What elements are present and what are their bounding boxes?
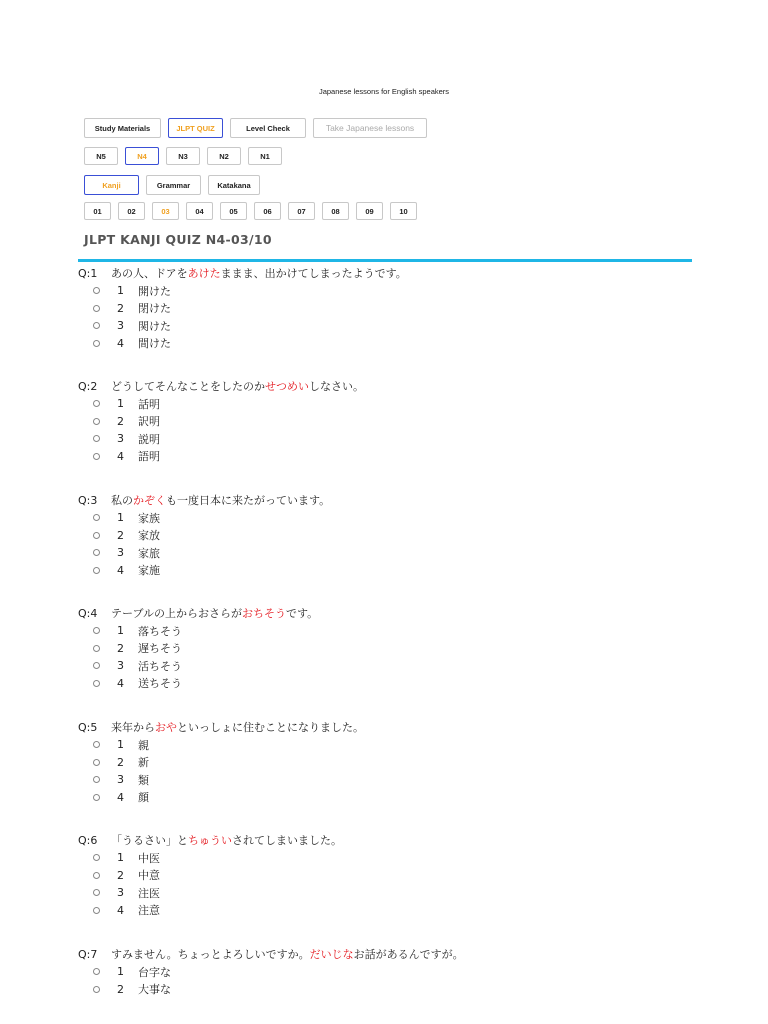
level-n5-button[interactable]: N5 bbox=[84, 147, 118, 165]
option-3[interactable] bbox=[78, 884, 342, 902]
question-number: Q:3 bbox=[78, 494, 98, 507]
option-4[interactable] bbox=[78, 335, 407, 353]
radio-button[interactable] bbox=[93, 322, 100, 329]
question-text-before: すみません。ちょっとよろしいですか。 bbox=[111, 948, 310, 961]
level-n2-button[interactable]: N2 bbox=[207, 147, 241, 165]
page-05-button[interactable]: 05 bbox=[220, 202, 247, 220]
option-text: 家放 bbox=[138, 529, 160, 543]
title-divider bbox=[78, 259, 692, 262]
page-04-button[interactable]: 04 bbox=[186, 202, 213, 220]
option-1[interactable] bbox=[78, 282, 407, 300]
question-number: Q:6 bbox=[78, 834, 98, 847]
question-text-before: どうしてそんなことをしたのか bbox=[111, 380, 265, 393]
question-text bbox=[78, 378, 364, 395]
option-1[interactable] bbox=[78, 736, 364, 754]
option-number: 3 bbox=[117, 886, 124, 900]
question-2 bbox=[78, 378, 364, 465]
level-n4-button[interactable]: N4 bbox=[125, 147, 159, 165]
radio-button[interactable] bbox=[93, 627, 100, 634]
level-n1-button[interactable]: N1 bbox=[248, 147, 282, 165]
quiz-title: JLPT KANJI QUIZ N4-03/10 bbox=[84, 232, 272, 247]
question-text-before: 来年から bbox=[111, 721, 155, 734]
question-7 bbox=[78, 946, 464, 998]
option-text: 開けた bbox=[138, 284, 171, 298]
option-2[interactable] bbox=[78, 527, 330, 545]
option-number: 2 bbox=[117, 414, 124, 428]
option-number: 4 bbox=[117, 449, 124, 463]
option-number: 4 bbox=[117, 336, 124, 350]
radio-button[interactable] bbox=[93, 418, 100, 425]
option-3[interactable] bbox=[78, 430, 364, 448]
option-number: 1 bbox=[117, 738, 124, 752]
option-number: 3 bbox=[117, 659, 124, 673]
option-number: 4 bbox=[117, 790, 124, 804]
level-nav bbox=[84, 147, 289, 165]
question-highlight: かぞく bbox=[133, 494, 166, 507]
option-text: 話明 bbox=[138, 397, 160, 411]
radio-button[interactable] bbox=[93, 514, 100, 521]
option-number: 4 bbox=[117, 903, 124, 917]
question-text-after: も一度日本に来たがっています。 bbox=[166, 494, 331, 507]
page-06-button[interactable]: 06 bbox=[254, 202, 281, 220]
question-3 bbox=[78, 492, 330, 579]
nav-study-materials-button[interactable]: Study Materials bbox=[84, 118, 161, 138]
option-number: 3 bbox=[117, 319, 124, 333]
option-number: 3 bbox=[117, 432, 124, 446]
question-text bbox=[78, 605, 318, 622]
page-08-button[interactable]: 08 bbox=[322, 202, 349, 220]
radio-button[interactable] bbox=[93, 287, 100, 294]
question-number: Q:1 bbox=[78, 267, 98, 280]
option-text: 訳明 bbox=[138, 415, 160, 429]
option-2[interactable] bbox=[78, 981, 464, 999]
question-text-before: テーブルの上からおさらが bbox=[111, 607, 243, 620]
option-2[interactable] bbox=[78, 300, 407, 318]
page-01-button[interactable]: 01 bbox=[84, 202, 111, 220]
option-number: 2 bbox=[117, 755, 124, 769]
question-number: Q:7 bbox=[78, 948, 98, 961]
option-1[interactable] bbox=[78, 622, 318, 640]
option-2[interactable] bbox=[78, 640, 318, 658]
page-10-button[interactable]: 10 bbox=[390, 202, 417, 220]
question-highlight: おちそう bbox=[242, 607, 287, 620]
nav-jlpt-quiz-button[interactable]: JLPT QUIZ bbox=[168, 118, 223, 138]
radio-button[interactable] bbox=[93, 759, 100, 766]
category-katakana-button[interactable]: Katakana bbox=[208, 175, 260, 195]
option-text: 活ちそう bbox=[138, 659, 182, 673]
option-text: 注医 bbox=[138, 886, 160, 900]
option-text: 語明 bbox=[138, 450, 160, 464]
radio-button[interactable] bbox=[93, 305, 100, 312]
option-3[interactable] bbox=[78, 317, 407, 335]
question-text-after: お話があるんですが。 bbox=[353, 948, 464, 961]
nav-take-lessons-button[interactable]: Take Japanese lessons bbox=[313, 118, 427, 138]
option-number: 1 bbox=[117, 284, 124, 298]
radio-button[interactable] bbox=[93, 889, 100, 896]
radio-button[interactable] bbox=[93, 453, 100, 460]
radio-button[interactable] bbox=[93, 854, 100, 861]
option-number: 2 bbox=[117, 641, 124, 655]
option-text: 家族 bbox=[138, 511, 160, 525]
radio-button[interactable] bbox=[93, 907, 100, 914]
option-text: 閉けた bbox=[138, 302, 171, 316]
question-text-after: です。 bbox=[286, 607, 319, 620]
radio-button[interactable] bbox=[93, 794, 100, 801]
question-text bbox=[78, 832, 342, 849]
option-number: 2 bbox=[117, 301, 124, 315]
option-1[interactable] bbox=[78, 395, 364, 413]
radio-button[interactable] bbox=[93, 567, 100, 574]
question-text-after: されてしまいました。 bbox=[232, 834, 342, 847]
question-number: Q:4 bbox=[78, 607, 98, 620]
question-text bbox=[78, 946, 464, 963]
question-1 bbox=[78, 265, 407, 352]
option-number: 4 bbox=[117, 676, 124, 690]
option-number: 1 bbox=[117, 851, 124, 865]
option-text: 中意 bbox=[138, 869, 160, 883]
page-02-button[interactable]: 02 bbox=[118, 202, 145, 220]
option-1[interactable] bbox=[78, 849, 342, 867]
option-number: 1 bbox=[117, 624, 124, 638]
option-text: 親 bbox=[138, 738, 149, 752]
page-07-button[interactable]: 07 bbox=[288, 202, 315, 220]
radio-button[interactable] bbox=[93, 872, 100, 879]
question-text-before: あの人、ドアを bbox=[111, 267, 188, 280]
option-number: 2 bbox=[117, 982, 124, 996]
radio-button[interactable] bbox=[93, 645, 100, 652]
radio-button[interactable] bbox=[93, 968, 100, 975]
category-kanji-button[interactable]: Kanji bbox=[84, 175, 139, 195]
radio-button[interactable] bbox=[93, 549, 100, 556]
question-highlight: あけた bbox=[187, 267, 221, 280]
option-text: 間けた bbox=[138, 337, 171, 351]
question-5 bbox=[78, 719, 364, 806]
option-number: 3 bbox=[117, 773, 124, 787]
option-text: 中医 bbox=[138, 851, 160, 865]
category-nav bbox=[84, 175, 267, 195]
option-1[interactable] bbox=[78, 963, 464, 981]
question-text-after: といっしょに住むことになりました。 bbox=[177, 721, 364, 734]
option-text: 家施 bbox=[138, 564, 160, 578]
question-number: Q:2 bbox=[78, 380, 98, 393]
radio-button[interactable] bbox=[93, 680, 100, 687]
option-2[interactable] bbox=[78, 867, 342, 885]
question-text bbox=[78, 492, 330, 509]
option-4[interactable] bbox=[78, 902, 342, 920]
question-highlight: せつめい bbox=[265, 380, 309, 393]
option-4[interactable] bbox=[78, 789, 364, 807]
question-highlight: だいじな bbox=[309, 948, 354, 961]
option-text: 説明 bbox=[138, 432, 160, 446]
question-text bbox=[78, 265, 407, 282]
question-text-after: ままま、出かけてしまったようです。 bbox=[220, 267, 407, 280]
question-4 bbox=[78, 605, 318, 692]
page-nav bbox=[84, 202, 424, 220]
option-text: 類 bbox=[138, 773, 149, 787]
option-number: 1 bbox=[117, 965, 124, 979]
question-6 bbox=[78, 832, 342, 919]
radio-button[interactable] bbox=[93, 400, 100, 407]
radio-button[interactable] bbox=[93, 340, 100, 347]
option-text: 注意 bbox=[138, 904, 160, 918]
option-3[interactable] bbox=[78, 544, 330, 562]
option-text: 遅ちそう bbox=[138, 642, 182, 656]
question-number: Q:5 bbox=[78, 721, 98, 734]
question-text-before: 私の bbox=[111, 494, 133, 507]
main-nav bbox=[84, 118, 434, 138]
radio-button[interactable] bbox=[93, 776, 100, 783]
option-2[interactable] bbox=[78, 754, 364, 772]
option-text: 落ちそう bbox=[138, 624, 182, 638]
page-03-button[interactable]: 03 bbox=[152, 202, 179, 220]
option-3[interactable] bbox=[78, 771, 364, 789]
radio-button[interactable] bbox=[93, 662, 100, 669]
category-grammar-button[interactable]: Grammar bbox=[146, 175, 201, 195]
option-number: 1 bbox=[117, 511, 124, 525]
question-text bbox=[78, 719, 364, 736]
option-number: 3 bbox=[117, 546, 124, 560]
option-text: 大事な bbox=[138, 983, 171, 997]
option-text: 新 bbox=[138, 756, 149, 770]
radio-button[interactable] bbox=[93, 986, 100, 993]
question-highlight: おや bbox=[155, 721, 177, 734]
option-1[interactable] bbox=[78, 509, 330, 527]
option-text: 送ちそう bbox=[138, 677, 182, 691]
question-highlight: ちゅうい bbox=[188, 834, 232, 847]
option-4[interactable] bbox=[78, 448, 364, 466]
option-number: 2 bbox=[117, 868, 124, 882]
option-4[interactable] bbox=[78, 675, 318, 693]
question-text-before: 「うるさい」と bbox=[111, 834, 188, 847]
radio-button[interactable] bbox=[93, 532, 100, 539]
option-number: 2 bbox=[117, 528, 124, 542]
option-number: 4 bbox=[117, 563, 124, 577]
option-4[interactable] bbox=[78, 562, 330, 580]
question-text-after: しなさい。 bbox=[309, 380, 364, 393]
page-09-button[interactable]: 09 bbox=[356, 202, 383, 220]
option-3[interactable] bbox=[78, 657, 318, 675]
option-text: 家旅 bbox=[138, 546, 160, 560]
option-text: 台字な bbox=[138, 965, 171, 979]
level-n3-button[interactable]: N3 bbox=[166, 147, 200, 165]
nav-level-check-button[interactable]: Level Check bbox=[230, 118, 306, 138]
radio-button[interactable] bbox=[93, 741, 100, 748]
option-number: 1 bbox=[117, 397, 124, 411]
option-text: 顔 bbox=[138, 791, 149, 805]
option-text: 関けた bbox=[138, 319, 171, 333]
radio-button[interactable] bbox=[93, 435, 100, 442]
option-2[interactable] bbox=[78, 413, 364, 431]
site-title: Japanese lessons for English speakers bbox=[318, 87, 450, 96]
